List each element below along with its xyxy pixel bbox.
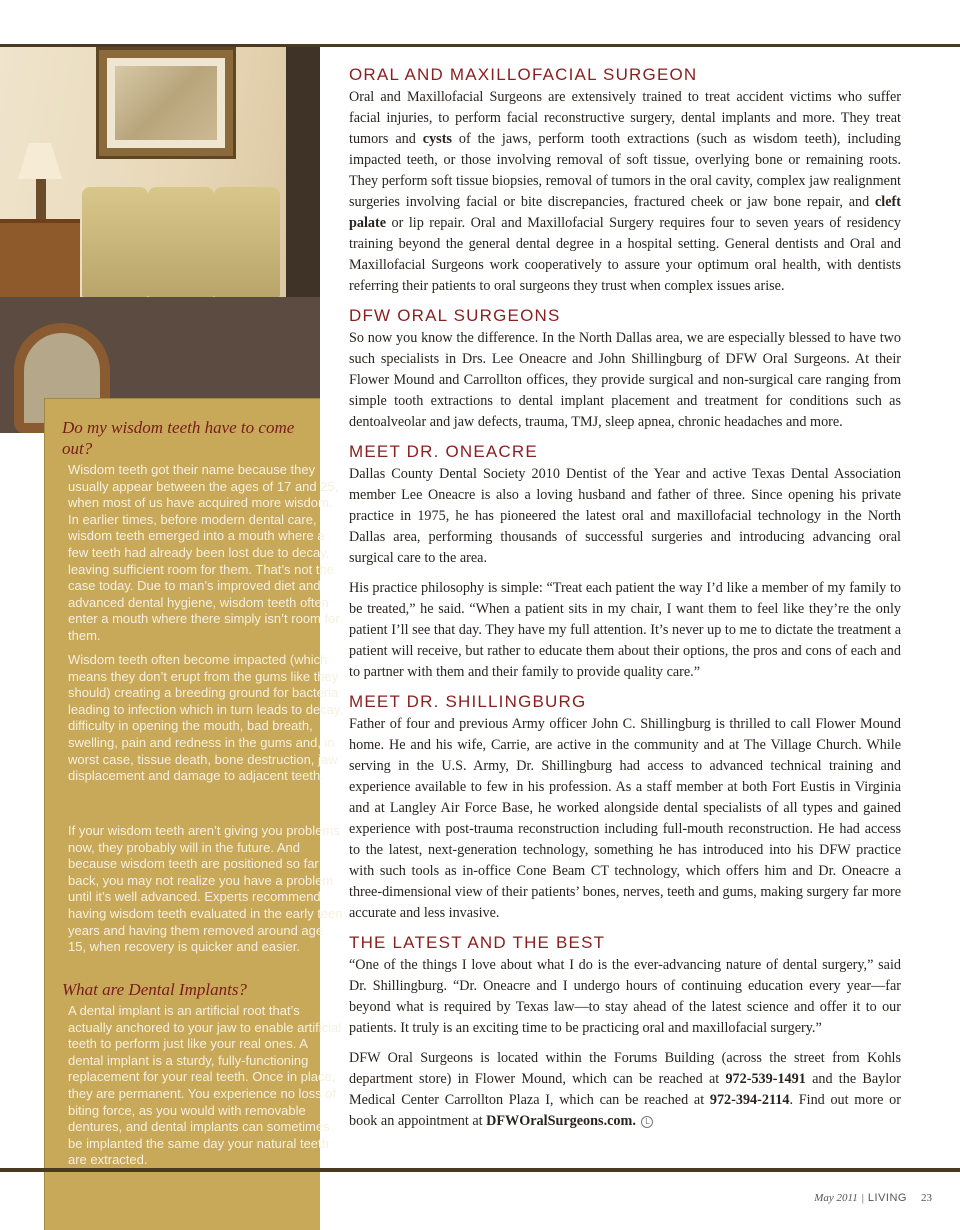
footer-section-name: LIVING	[867, 1192, 907, 1204]
article-paragraph: DFW Oral Surgeons is located within the Forums Building (across the street from Kohls department store) in Flower Mound, which can be reached at 972-539-1491 and the Baylor Medical Center Carrollton Plaza I, which can be reached at 972-394-2114. Find out more or book an appointment at DFWOralSurgeons.com. L	[349, 1050, 901, 1129]
waiting-room-photo	[0, 47, 320, 433]
article-body	[349, 64, 901, 1140]
sidebar-paragraph: A dental implant is an artificial root that’s actually anchored to your jaw to enable artificial teeth to perform just like your real ones. A dental implant is a sturdy, fully-functioning replacement for your real teeth. Once in place, they are permanent. You experience no loss of biting force, as you would with removable dentures, and dental implants can sometimes be implanted the same day your natural teeth are extracted.	[68, 1003, 342, 1168]
section-meet-dr-oneacre	[349, 441, 901, 683]
sidebar-heading-wisdom-teeth: Do my wisdom teeth have to come out?	[62, 418, 295, 458]
bottom-rule	[0, 1168, 960, 1172]
sidebar-paragraph: Wisdom teeth got their name because they usually appear between the ages of 17 and 25, when most of us have acquired more wisdom. In earlier times, before modern dental care, wisdom teeth emerged into a mouth where a few teeth had already been lost due to decay, leaving sufficient room for them. That’s not the case today. Due to man’s improved diet and advanced dental hygiene, wisdom teeth often enter a mouth where there simply isn’t room for them.	[68, 462, 340, 643]
photo-chair	[82, 187, 148, 297]
photo-side-table	[0, 219, 80, 299]
section-heading: MEET DR. SHILLINGBURG	[349, 692, 587, 711]
article-paragraph: “One of the things I love about what I do is the ever-advancing nature of dental surgery,” said Dr. Shillingburg. “Dr. Oneacre and I undergo hours of continuing education every year—far beyond what is required by Texas law—to stay ahead of the latest science and offer it to our patients. It truly is an exciting time to be practicing oral and maxillofacial surgery.”	[349, 957, 901, 1036]
photo-doorway	[286, 47, 320, 317]
sidebar-heading-dental-implants: What are Dental Implants?	[62, 980, 247, 999]
sidebar-paragraph: Wisdom teeth often become impacted (which means they don’t erupt from the gums like they should) creating a breeding ground for bacteria leading to infection which in turn leads to decay, difficulty in opening the mouth, bad breath, swelling, pain and redness in the gums and, in worst case, tissue death, bone destruction, jaw displacement and damage to adjacent teeth.	[68, 652, 344, 784]
article-paragraph: Oral and Maxillofacial Surgeons are extensively trained to treat accident victims who suffer facial injuries, to perform facial reconstructive surgery, dental implants and more. They treat tumors and cysts of the jaws, perform tooth extractions (such as wisdom teeth), including impacted teeth, or those involving removal of soft tissue, overlying bone or remaining roots. They perform soft tissue biopsies, removal of tumors in the oral cavity, complex jaw realignment surgeries involving facial or bite discrepancies, fractured cheek or jaw bone repair, and cleft palate or lip repair. Oral and Maxillofacial Surgery requires four to seven years of residency training beyond the general dental degree in a hospital setting. General dentists and Oral and Maxillofacial Surgeons work cooperatively to assure your optimum oral health, with dentists referring their patients to oral surgeons they trust when complex issues arise.	[349, 89, 901, 294]
article-paragraph: So now you know the difference. In the North Dallas area, we are especially blessed to have two such specialists in Drs. Lee Oneacre and John Shillingburg of DFW Oral Surgeons. At their Flower Mound and Carrollton offices, they provide surgical and non-surgical care ranging from simple tooth extractions to dental implant placement and treatment for conditions such as dentoalveolar and jaw defects, trauma, TMJ, sleep apnea, chronic headaches and more.	[349, 330, 901, 430]
section-heading: ORAL AND MAXILLOFACIAL SURGEON	[349, 65, 698, 84]
sidebar-paragraph: If your wisdom teeth aren’t giving you problems now, they probably will in the future. And because wisdom teeth are positioned so far back, you may not realize you have a problem until it’s well advanced. Experts recommend having wisdom teeth evaluated in the early teen years and having them removed around age 15, when recovery is quicker and easier.	[68, 823, 343, 955]
sidebar-box	[44, 398, 344, 1230]
section-dfw-oral-surgeons	[349, 305, 901, 433]
phone-carrollton: 972-394-2114	[709, 1092, 790, 1108]
section-heading: DFW ORAL SURGEONS	[349, 306, 561, 325]
page-footer	[814, 1192, 932, 1204]
photo-framed-art	[96, 47, 236, 159]
section-latest-and-best	[349, 932, 901, 1132]
footer-issue-date: May 2011	[814, 1192, 858, 1204]
website-link: DFWOralSurgeons.com.	[486, 1113, 636, 1129]
phone-flower-mound: 972-539-1491	[725, 1071, 806, 1087]
section-heading: THE LATEST AND THE BEST	[349, 933, 606, 952]
article-paragraph: His practice philosophy is simple: “Treat each patient the way I’d like a member of my family to be treated,” he said. “When a patient sits in my chair, I want them to feel like they’re the only patient I’ll see that day. They have my full attention. It’s never up to me to dictate the treatment a patient will receive, but rather to educate them about their options, the pros and cons of each and to partner with them and their family to provide quality care.”	[349, 580, 901, 680]
photo-chair	[214, 187, 280, 297]
page-number: 23	[921, 1192, 932, 1204]
photo-lamp-base	[36, 179, 46, 223]
article-paragraph: Father of four and previous Army officer John C. Shillingburg is thrilled to call Flower Mound home. He and his wife, Carrie, are active in the community and at The Village Church. While serving in the U.S. Army, Dr. Shillingburg had access to advanced technical training and experience available to few in his profession. As a staff member at both Fort Eustis in Virginia and at Langley Air Force Base, he worked alongside dental specialists of all types and gained experience with post-trauma reconstruction including full-mouth reconstruction. He had access to the latest, next-generation technology, something he has introduced into his DFW practice with such tools as in-office Cone Beam CT technology, which offers him and Dr. Oneacre a three-dimensional view of their patients’ bones, nerves, teeth and gums, making surgery far more accurate and less invasive.	[349, 716, 901, 921]
footer-separator: |	[861, 1192, 864, 1204]
section-oral-surgeon	[349, 64, 901, 297]
article-paragraph: Dallas County Dental Society 2010 Dentist of the Year and active Texas Dental Association member Lee Oneacre is also a loving husband and father of three. Since opening his private practice in 1975, he has pioneered the latest oral and maxillofacial technology in the North Dallas area, performing thousands of successful surgeries and introducing advancing oral surgical care to the area.	[349, 466, 901, 566]
section-heading: MEET DR. ONEACRE	[349, 442, 538, 461]
photo-chair	[148, 187, 214, 297]
end-mark-icon: L	[641, 1116, 653, 1128]
section-meet-dr-shillingburg	[349, 691, 901, 924]
